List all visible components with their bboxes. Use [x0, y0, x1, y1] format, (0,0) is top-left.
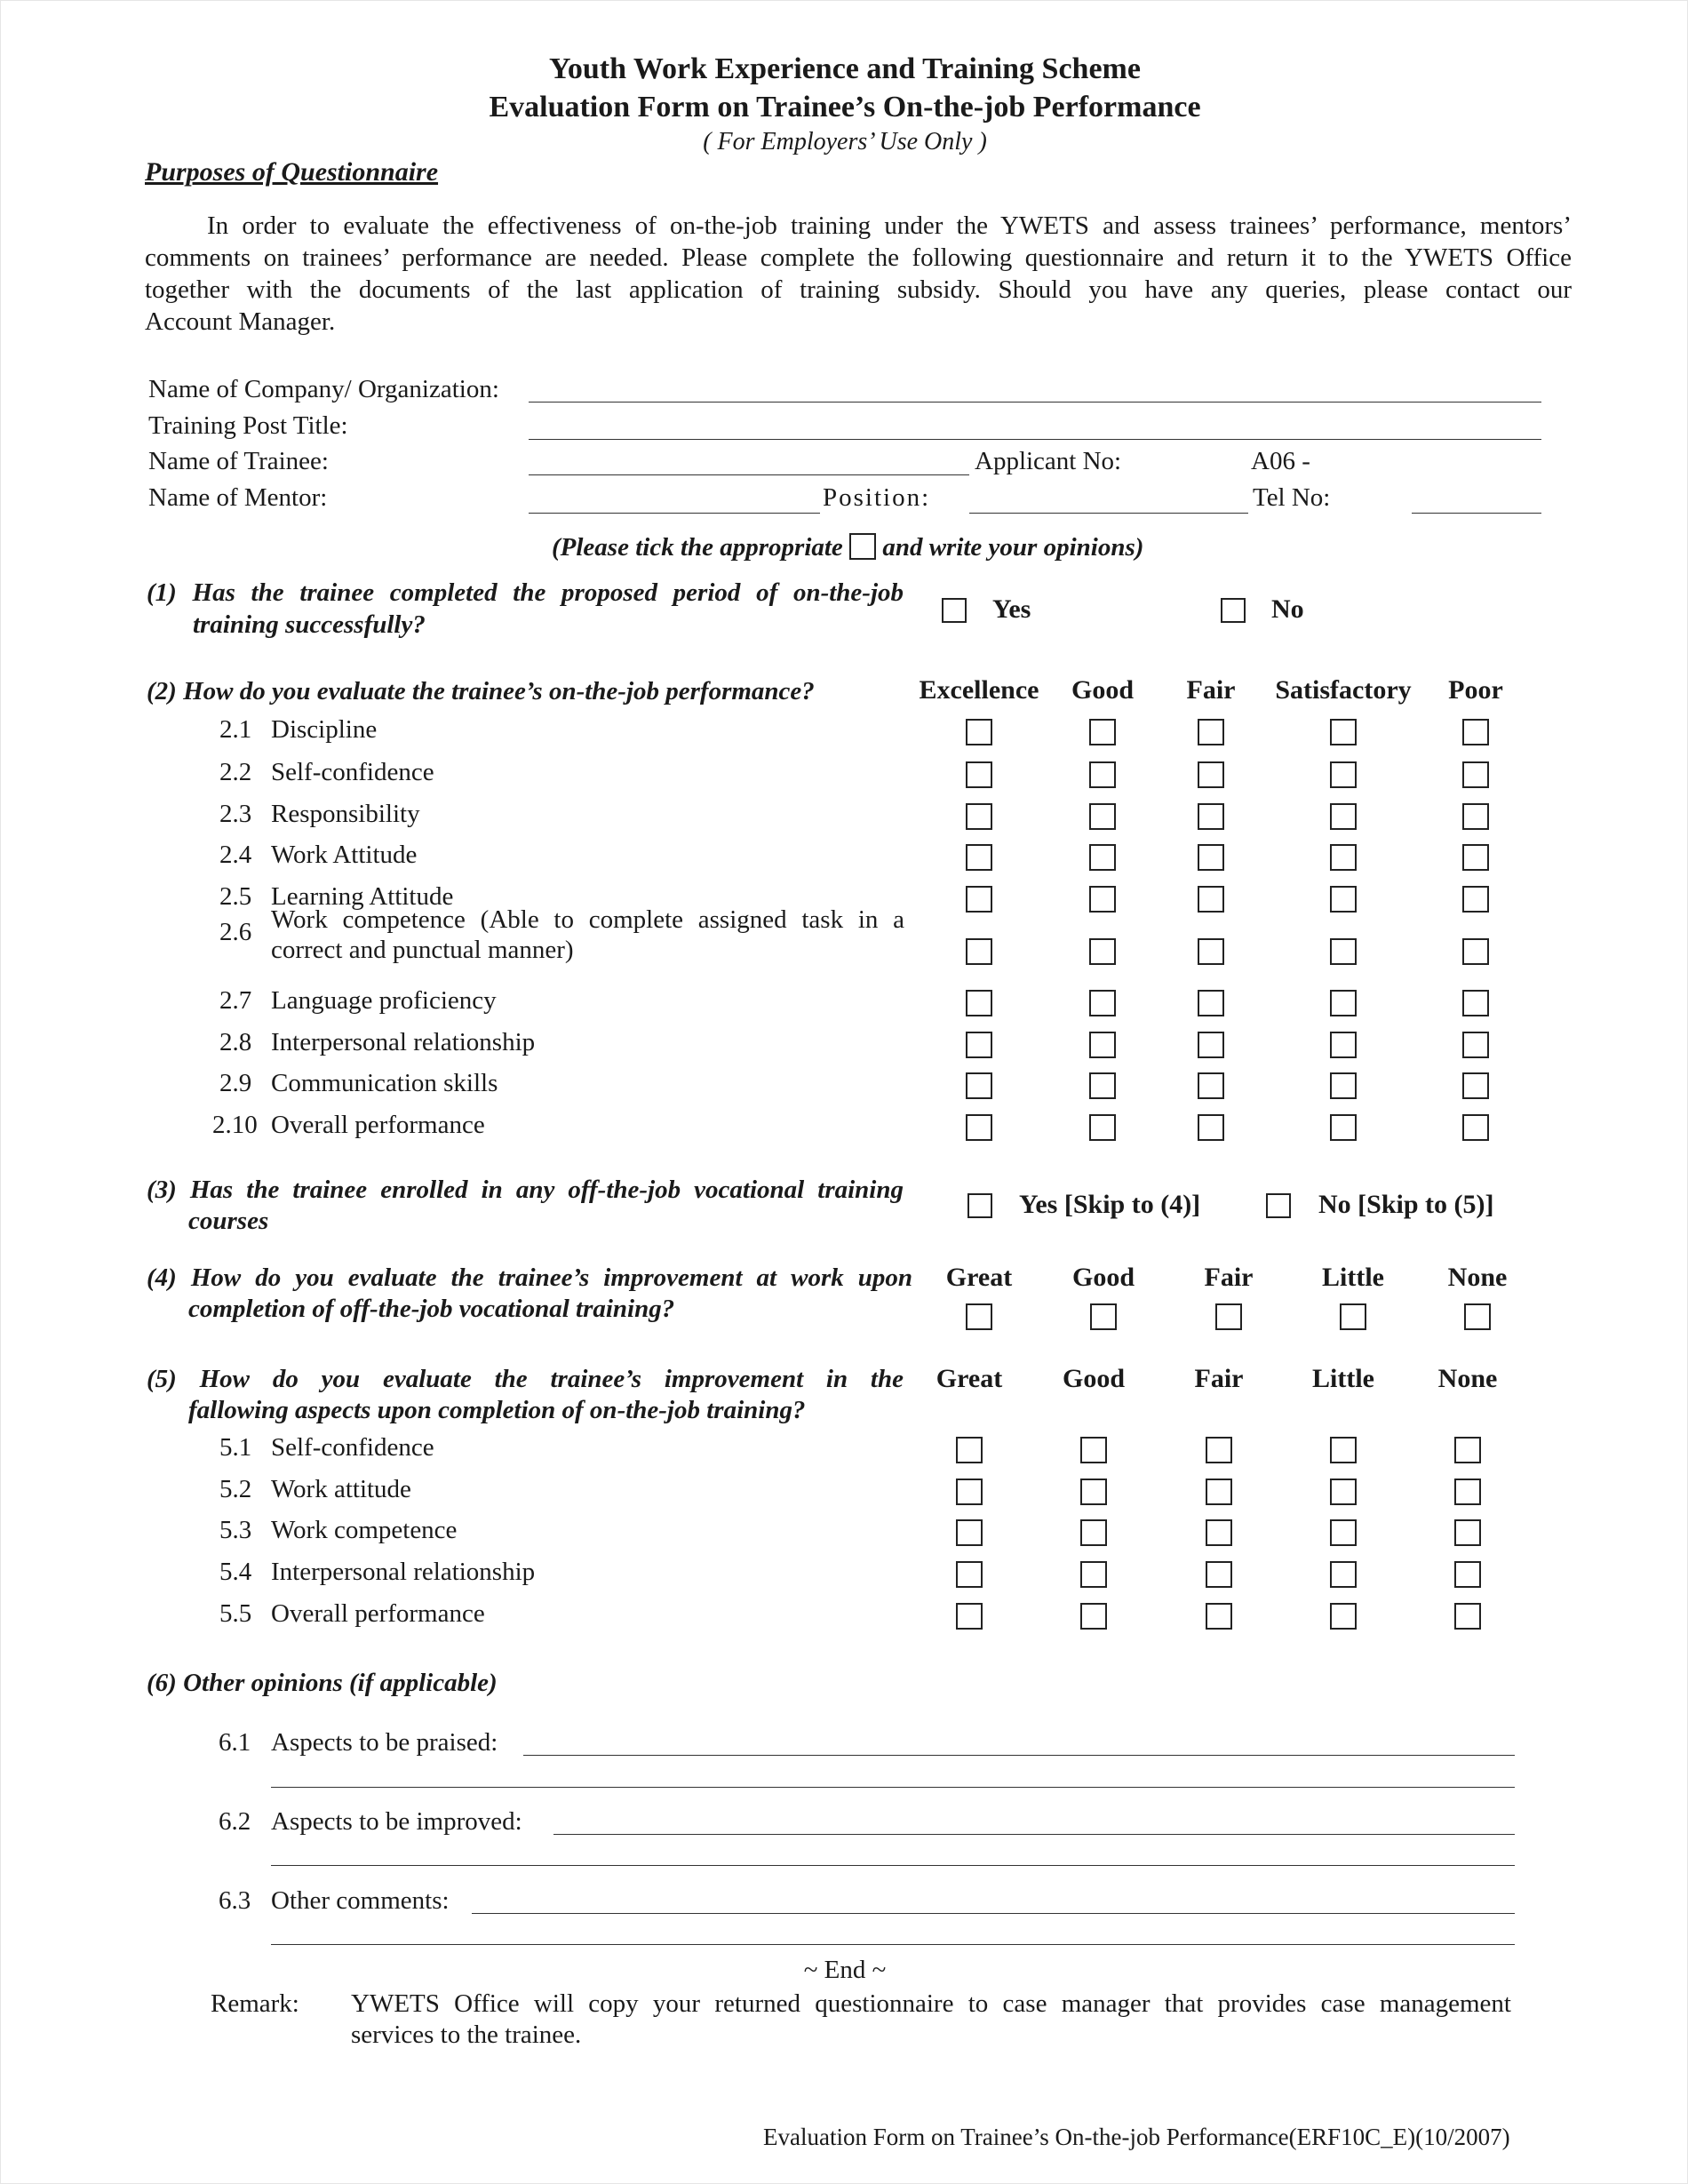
q4-column-header: Little [1322, 1263, 1384, 1292]
q2-item-label: Work Attitude [271, 841, 418, 869]
q5-column-header: None [1437, 1364, 1498, 1393]
q2-rating-checkbox[interactable] [1198, 990, 1224, 1016]
q5-column-header: Little [1312, 1364, 1374, 1393]
comments-input-line-1[interactable] [472, 1913, 1515, 1914]
q2-rating-checkbox[interactable] [1089, 803, 1116, 830]
post-title-label: Training Post Title: [148, 411, 348, 440]
q2-column-header: Poor [1448, 675, 1503, 705]
q4-rating-checkbox[interactable] [1215, 1303, 1242, 1330]
q2-rating-checkbox[interactable] [1330, 886, 1357, 913]
instruction-line [552, 533, 1143, 562]
q5-item-number: 5.1 [219, 1433, 252, 1462]
q5-line-1: (5) How do you evaluate the trainee’s improvement in the [147, 1365, 904, 1393]
purposes-line-3: together with the documents of the last application of training subsidy. Should you have any queries, please contact our [145, 275, 1572, 304]
purposes-line-2: comments on trainees’ performance are needed. Please complete the following questionnaire and return it to the YWETS Office [145, 243, 1572, 272]
q2-rating-checkbox[interactable] [1330, 990, 1357, 1016]
title-line-1: Youth Work Experience and Training Scheme [549, 52, 1141, 85]
q5-rating-checkbox[interactable] [956, 1479, 983, 1505]
q2-rating-checkbox[interactable] [1462, 761, 1489, 788]
q2-rating-checkbox[interactable] [1198, 886, 1224, 913]
q2-item-label: Responsibility [271, 800, 420, 828]
q2-rating-checkbox[interactable] [1462, 719, 1489, 745]
position-label: Position: [823, 483, 931, 512]
q6-2-num: 6.2 [219, 1807, 251, 1836]
q5-rating-checkbox[interactable] [1454, 1603, 1481, 1630]
q5-rating-checkbox[interactable] [1206, 1437, 1232, 1463]
q5-item-label: Overall performance [271, 1599, 485, 1628]
q5-column-header: Fair [1194, 1364, 1244, 1393]
q2-item-number: 2.6 [219, 918, 252, 946]
instruction-after: and write your opinions) [876, 533, 1144, 562]
q2-rating-checkbox[interactable] [1330, 719, 1357, 745]
tick-box-sample [849, 533, 876, 560]
q5-rating-checkbox[interactable] [1454, 1437, 1481, 1463]
q5-item-label: Work attitude [271, 1475, 411, 1503]
q5-rating-checkbox[interactable] [1206, 1519, 1232, 1546]
q2-rating-checkbox[interactable] [1462, 938, 1489, 965]
q2-item-label-cont: correct and punctual manner) [271, 936, 574, 964]
q2-item-number: 2.2 [219, 758, 252, 786]
q1-no-label: No [1271, 594, 1304, 624]
q2-rating-checkbox[interactable] [1089, 938, 1116, 965]
mentor-name-label: Name of Mentor: [148, 483, 328, 512]
q2-rating-checkbox[interactable] [1330, 761, 1357, 788]
q2-rating-checkbox[interactable] [1462, 1072, 1489, 1099]
q1-line-1: (1) Has the trainee completed the proposed period of on-the-job [147, 578, 904, 607]
subtitle: ( For Employers’ Use Only ) [703, 128, 987, 155]
q2-rating-checkbox[interactable] [1198, 844, 1224, 871]
q2-column-header: Fair [1186, 675, 1236, 705]
q2-rating-checkbox[interactable] [1089, 886, 1116, 913]
q2-rating-checkbox[interactable] [966, 938, 992, 965]
purposes-line-1: In order to evaluate the effectiveness of on-the-job training under the YWETS and assess trainees’ performance, mentors’ [207, 211, 1572, 240]
q6-3-label: Other comments: [271, 1886, 450, 1915]
q4-line-1: (4) How do you evaluate the trainee’s improvement at work upon [147, 1263, 912, 1292]
q5-column-header: Great [936, 1364, 1003, 1393]
q2-item-number: 2.5 [219, 882, 252, 911]
q2-item-label: Discipline [271, 715, 378, 744]
q2-rating-checkbox[interactable] [1462, 803, 1489, 830]
q2-rating-checkbox[interactable] [1198, 938, 1224, 965]
improved-input-line-1[interactable] [553, 1834, 1515, 1835]
q5-rating-checkbox[interactable] [1080, 1437, 1107, 1463]
q5-rating-checkbox[interactable] [956, 1437, 983, 1463]
q5-rating-checkbox[interactable] [956, 1561, 983, 1588]
q3-no-label: No [Skip to (5)] [1318, 1190, 1494, 1219]
q2-item-label: Learning Attitude [271, 882, 454, 911]
instruction-before: (Please tick the appropriate [552, 533, 850, 562]
q5-item-label: Interpersonal relationship [271, 1558, 536, 1586]
q2-item-number: 2.10 [212, 1111, 258, 1139]
applicant-no-label: Applicant No: [975, 447, 1122, 475]
q2-rating-checkbox[interactable] [1330, 1072, 1357, 1099]
q2-rating-checkbox[interactable] [1198, 719, 1224, 745]
post-title-input-line[interactable] [529, 439, 1541, 440]
improved-input-line-2[interactable] [271, 1865, 1515, 1866]
q5-rating-checkbox[interactable] [1454, 1561, 1481, 1588]
q2-rating-checkbox[interactable] [1198, 761, 1224, 788]
trainee-name-input-line[interactable] [529, 474, 969, 475]
q6-1-num: 6.1 [219, 1728, 251, 1757]
tel-no-label: Tel No: [1253, 483, 1331, 512]
mentor-name-input-line[interactable] [529, 513, 820, 514]
q6-2-label: Aspects to be improved: [271, 1807, 522, 1836]
q5-rating-checkbox[interactable] [1330, 1437, 1357, 1463]
q2-item-number: 2.9 [219, 1069, 252, 1097]
q2-column-header: Good [1071, 675, 1135, 705]
q5-item-label: Work competence [271, 1516, 458, 1544]
q2-item-label: Overall performance [271, 1111, 485, 1139]
q2-rating-checkbox[interactable] [1462, 844, 1489, 871]
q2-rating-checkbox[interactable] [1089, 990, 1116, 1016]
q2-item-label: Communication skills [271, 1069, 498, 1097]
q4-rating-checkbox[interactable] [1090, 1303, 1117, 1330]
remark-line-1: YWETS Office will copy your returned questionnaire to case manager that provides case management [351, 1989, 1511, 2018]
q6-heading: (6) Other opinions (if applicable) [147, 1669, 498, 1697]
q5-item-number: 5.3 [219, 1516, 252, 1544]
q2-item-number: 2.3 [219, 800, 252, 828]
purposes-line-4: Account Manager. [145, 307, 336, 336]
q5-rating-checkbox[interactable] [1454, 1479, 1481, 1505]
q2-item-number: 2.7 [219, 986, 252, 1015]
q2-item-label: Interpersonal relationship [271, 1028, 536, 1056]
q5-rating-checkbox[interactable] [1206, 1561, 1232, 1588]
q5-rating-checkbox[interactable] [1330, 1561, 1357, 1588]
q6-1-label: Aspects to be praised: [271, 1728, 498, 1757]
q5-item-label: Self-confidence [271, 1433, 434, 1462]
q4-column-header: Good [1071, 1263, 1135, 1292]
q2-rating-checkbox[interactable] [1089, 719, 1116, 745]
q5-line-2: fallowing aspects upon completion of on-the-job training? [188, 1396, 806, 1424]
q2-rating-checkbox[interactable] [1330, 1032, 1357, 1058]
q2-rating-checkbox[interactable] [1089, 1114, 1116, 1141]
q2-item-number: 2.8 [219, 1028, 252, 1056]
remark-label: Remark: [211, 1989, 299, 2018]
q2-rating-checkbox[interactable] [1089, 761, 1116, 788]
q2-rating-checkbox[interactable] [1330, 1114, 1357, 1141]
q1-yes-label: Yes [992, 594, 1031, 624]
q2-rating-checkbox[interactable] [1462, 1114, 1489, 1141]
q2-item-number: 2.1 [219, 715, 252, 744]
q2-question: (2) How do you evaluate the trainee’s on-the-job performance? [147, 677, 815, 705]
q4-column-header: None [1447, 1263, 1508, 1292]
comments-input-line-2[interactable] [271, 1944, 1515, 1945]
q2-column-header: Excellence [919, 675, 1039, 705]
q2-rating-checkbox[interactable] [966, 719, 992, 745]
q4-rating-checkbox[interactable] [966, 1303, 992, 1330]
end-marker: ~ End ~ [803, 1956, 887, 1984]
title-line-2: Evaluation Form on Trainee’s On-the-job Performance [489, 91, 1201, 124]
q2-column-header: Satisfactory [1275, 675, 1412, 705]
q5-rating-checkbox[interactable] [1080, 1561, 1107, 1588]
q2-rating-checkbox[interactable] [1462, 1032, 1489, 1058]
q3-line-2: courses [188, 1207, 269, 1235]
q2-rating-checkbox[interactable] [1330, 844, 1357, 871]
applicant-no-prefix: A06 - [1251, 447, 1310, 475]
q2-item-number: 2.4 [219, 841, 252, 869]
q5-rating-checkbox[interactable] [956, 1519, 983, 1546]
q1-line-2: training successfully? [193, 610, 426, 639]
q2-rating-checkbox[interactable] [966, 990, 992, 1016]
q5-rating-checkbox[interactable] [1206, 1479, 1232, 1505]
q1-yes-checkbox[interactable] [942, 598, 967, 623]
q2-rating-checkbox[interactable] [1198, 1072, 1224, 1099]
q2-rating-checkbox[interactable] [1198, 1032, 1224, 1058]
q5-rating-checkbox[interactable] [1330, 1603, 1357, 1630]
q2-rating-checkbox[interactable] [966, 886, 992, 913]
q2-rating-checkbox[interactable] [1198, 803, 1224, 830]
q5-rating-checkbox[interactable] [956, 1603, 983, 1630]
q2-rating-checkbox[interactable] [1089, 844, 1116, 871]
q5-item-number: 5.5 [219, 1599, 252, 1628]
q2-rating-checkbox[interactable] [966, 1032, 992, 1058]
q2-item-label: Language proficiency [271, 986, 497, 1015]
q2-rating-checkbox[interactable] [1462, 886, 1489, 913]
q2-rating-checkbox[interactable] [1089, 1032, 1116, 1058]
trainee-name-label: Name of Trainee: [148, 447, 329, 475]
q2-rating-checkbox[interactable] [1330, 938, 1357, 965]
praised-input-line-1[interactable] [523, 1755, 1515, 1756]
purposes-heading: Purposes of Questionnaire [145, 157, 439, 187]
q5-rating-checkbox[interactable] [1080, 1603, 1107, 1630]
q5-rating-checkbox[interactable] [1330, 1479, 1357, 1505]
q2-rating-checkbox[interactable] [1330, 803, 1357, 830]
q4-line-2: completion of off-the-job vocational training? [188, 1295, 675, 1323]
q2-rating-checkbox[interactable] [1462, 990, 1489, 1016]
q3-line-1: (3) Has the trainee enrolled in any off-the-job vocational training [147, 1176, 904, 1204]
q4-column-header: Great [945, 1263, 1013, 1292]
q4-rating-checkbox[interactable] [1464, 1303, 1491, 1330]
q4-column-header: Fair [1204, 1263, 1254, 1292]
q4-rating-checkbox[interactable] [1340, 1303, 1366, 1330]
q3-yes-checkbox[interactable] [967, 1193, 992, 1218]
q5-column-header: Good [1062, 1364, 1126, 1393]
remark-line-2: services to the trainee. [351, 2021, 582, 2049]
q2-rating-checkbox[interactable] [966, 761, 992, 788]
q2-rating-checkbox[interactable] [966, 1072, 992, 1099]
q2-rating-checkbox[interactable] [1198, 1114, 1224, 1141]
q6-3-num: 6.3 [219, 1886, 251, 1915]
q2-rating-checkbox[interactable] [966, 844, 992, 871]
q3-no-checkbox[interactable] [1266, 1193, 1291, 1218]
q2-rating-checkbox[interactable] [966, 803, 992, 830]
company-input-line[interactable] [529, 402, 1541, 403]
position-input-line[interactable] [969, 513, 1248, 514]
q3-yes-label: Yes [Skip to (4)] [1019, 1190, 1201, 1219]
q5-rating-checkbox[interactable] [1454, 1519, 1481, 1546]
q5-rating-checkbox[interactable] [1080, 1519, 1107, 1546]
q2-rating-checkbox[interactable] [966, 1114, 992, 1141]
q5-rating-checkbox[interactable] [1206, 1603, 1232, 1630]
q5-item-number: 5.2 [219, 1475, 252, 1503]
q5-rating-checkbox[interactable] [1080, 1479, 1107, 1505]
q2-rating-checkbox[interactable] [1089, 1072, 1116, 1099]
q5-rating-checkbox[interactable] [1330, 1519, 1357, 1546]
q1-no-checkbox[interactable] [1221, 598, 1246, 623]
praised-input-line-2[interactable] [271, 1787, 1515, 1788]
q2-item-label: Work competence (Able to complete assigned task in a [271, 905, 904, 934]
footer-form-code: Evaluation Form on Trainee’s On-the-job Performance(ERF10C_E)(10/2007) [763, 2124, 1510, 2150]
q5-item-number: 5.4 [219, 1558, 252, 1586]
q2-item-label: Self-confidence [271, 758, 434, 786]
company-label: Name of Company/ Organization: [148, 375, 499, 403]
tel-no-input-line[interactable] [1412, 513, 1541, 514]
